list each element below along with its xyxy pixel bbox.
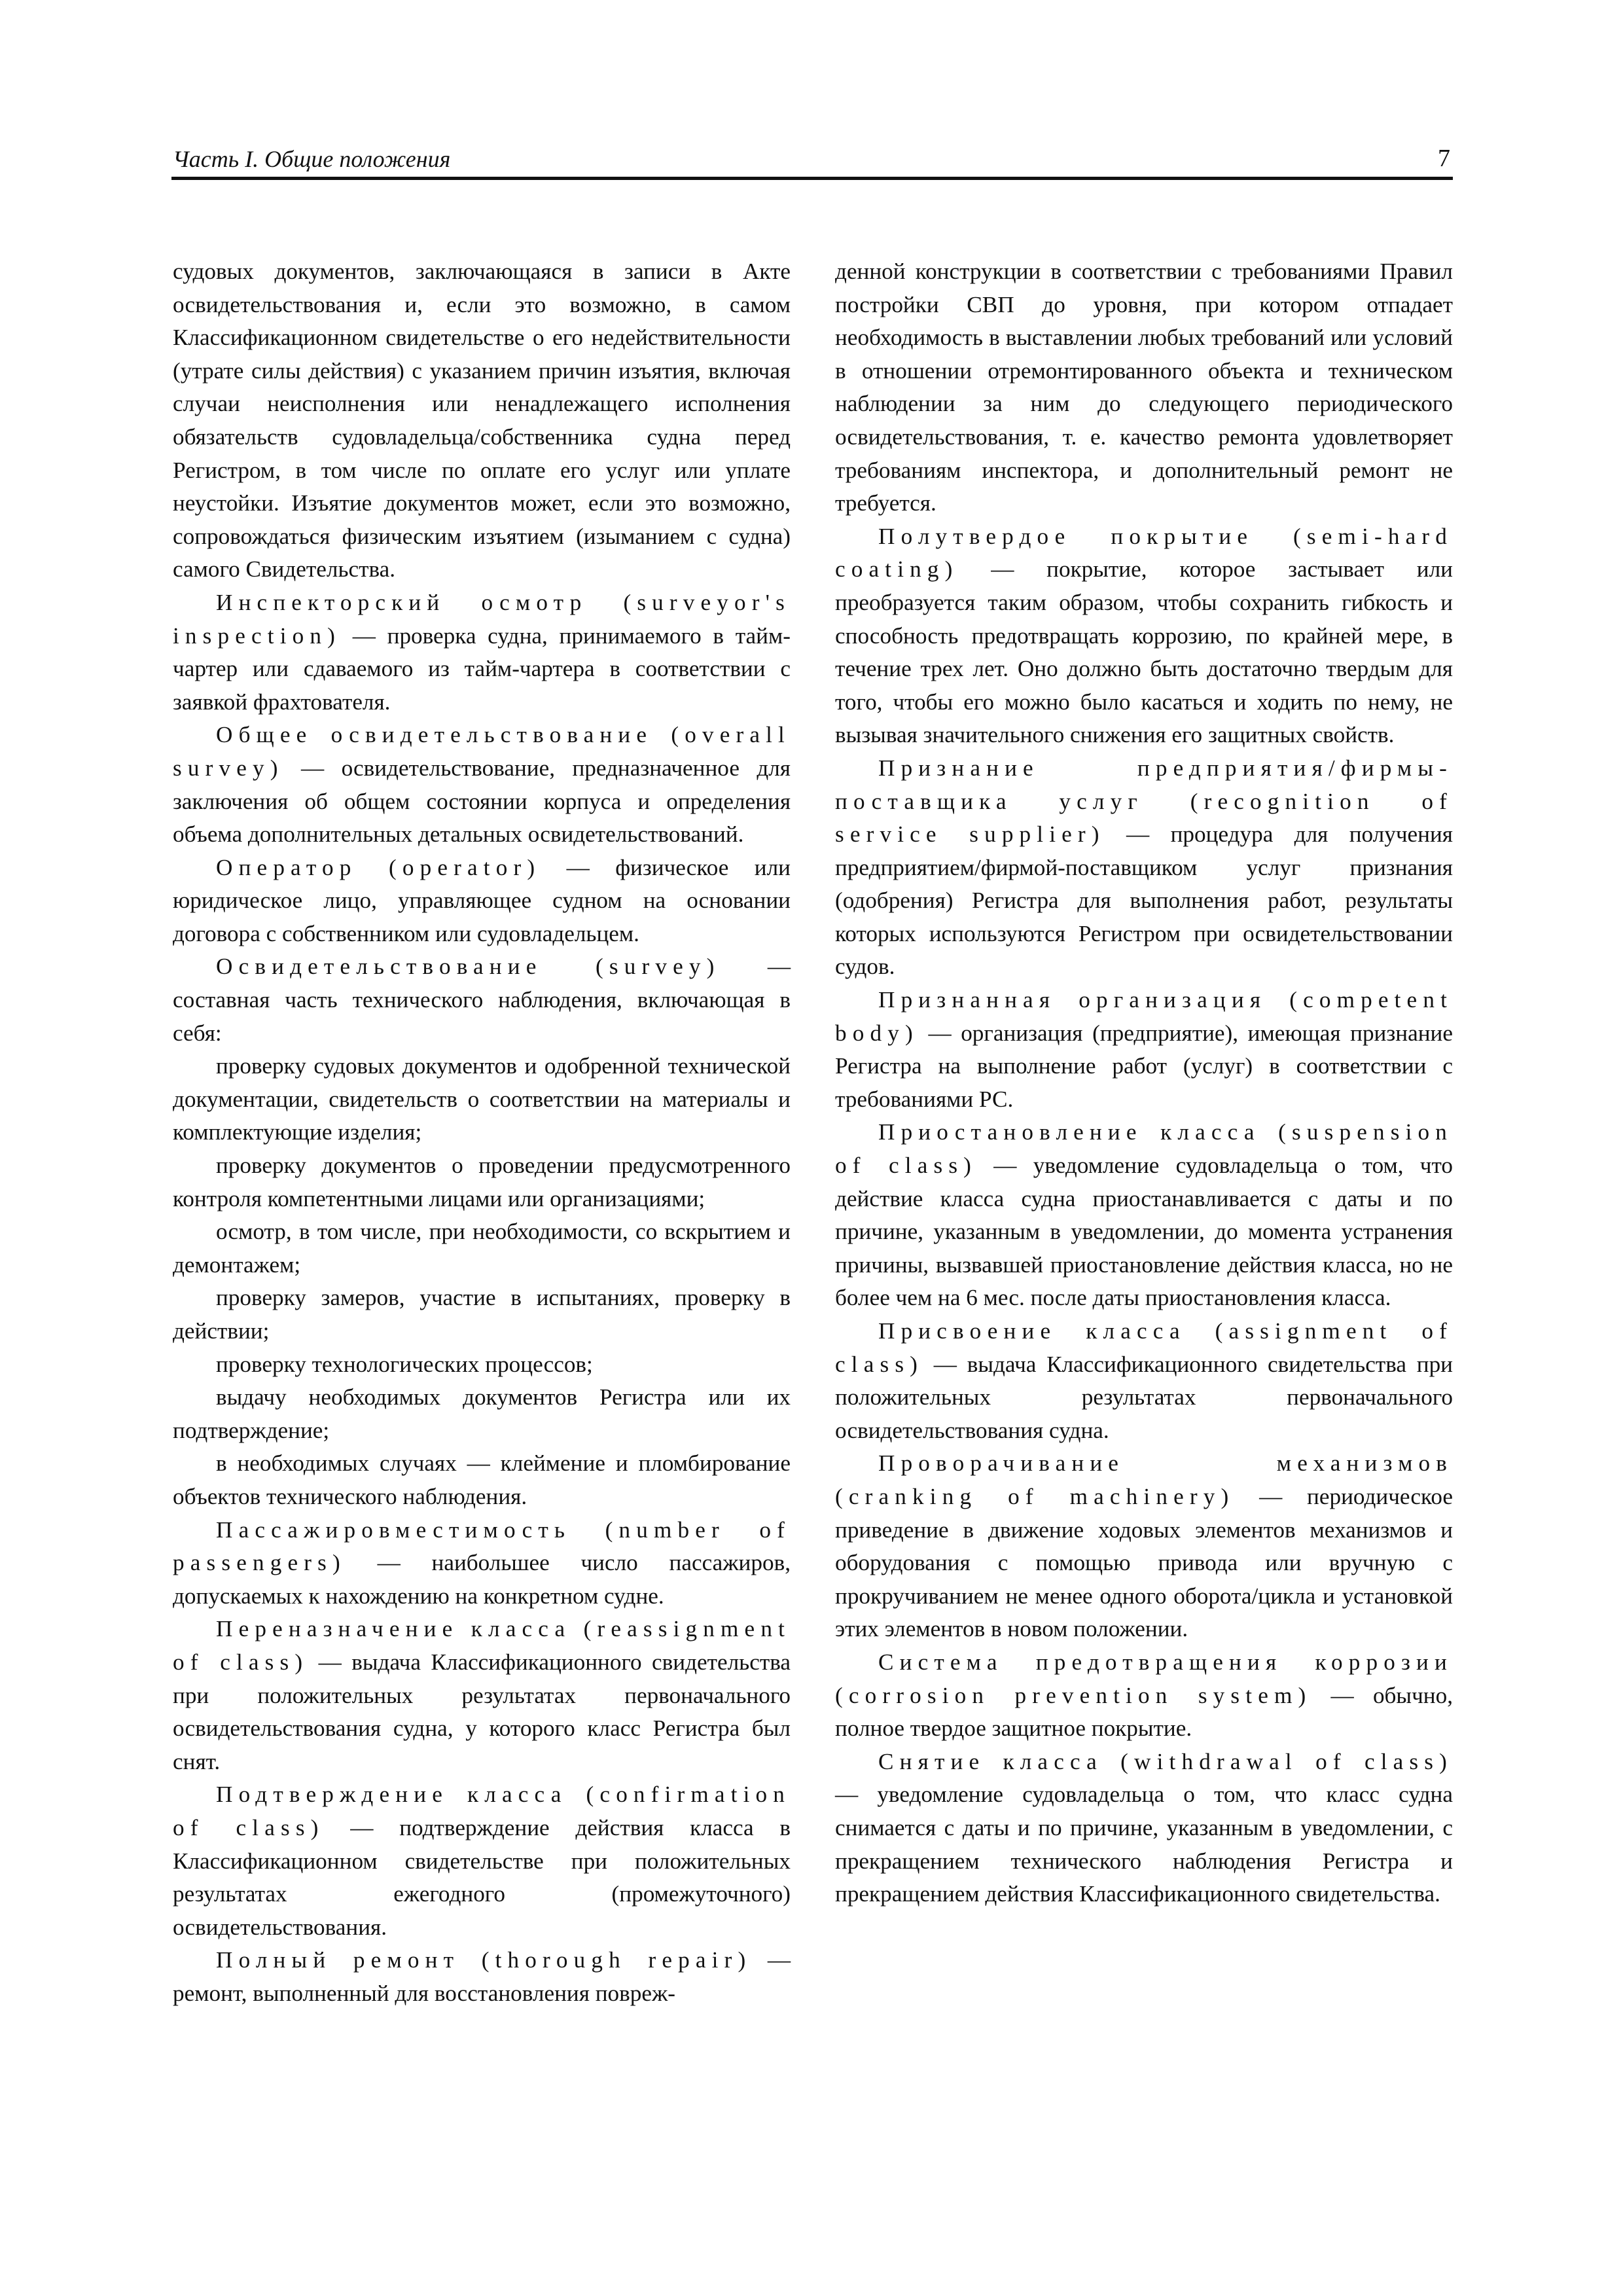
definition-paragraph (173, 1514, 791, 1613)
definition-paragraph (835, 1746, 1453, 1911)
definition-paragraph (835, 520, 1453, 752)
left-column (173, 255, 791, 2010)
definition-text: проверку документов о проведении предусмотренного контроля компетентными лицами или организациями; (173, 1153, 791, 1211)
definition-text: в необходимых случаях — клеймение и пломбирование объектов технического наблюдения. (173, 1450, 791, 1509)
definition-paragraph (173, 586, 791, 719)
definition-paragraph (173, 1944, 791, 2010)
definition-text: осмотр, в том числе, при необходимости, со вскрытием и демонтажем; (173, 1219, 791, 1278)
definition-paragraph (173, 950, 791, 1050)
defined-term: Общее освидетельствование (overall survey) (173, 722, 791, 781)
definition-paragraph (173, 719, 791, 851)
running-header (171, 140, 1453, 180)
definition-text: — проверка судна, принимаемого в тайм-чартер или сдаваемого из тайм-чартера в соответствии с заявкой фрахтователя. (173, 622, 791, 715)
text-paragraph (173, 1215, 791, 1282)
defined-term: Признанная организация (competent body) (835, 987, 1453, 1046)
text-paragraph (173, 255, 791, 586)
definition-paragraph (835, 1646, 1453, 1746)
definition-text: — составная часть технического наблюдения, включающая в себя: (173, 954, 791, 1046)
defined-term: Присвоение класса (assignment of class) (835, 1318, 1453, 1377)
defined-term: Подтверждение класса (confirmation of class) (173, 1782, 791, 1840)
definition-text: — уведомление судовладельца о том, что класс судна снимается с даты и по причине, указанным в уведомлении, с прекращением технического наблюдения Регистра и прекращением действия Классификационного свидетельства. (835, 1782, 1453, 1907)
definition-text: — физическое или юридическое лицо, управляющее судном на основании договора с собственником или судовладельцем. (173, 854, 791, 946)
definition-text: проверку судовых документов и одобренной технической документации, свидетельств о соответствии на материалы и комплектующие изделия; (173, 1053, 791, 1145)
definition-text: судовых документов, заключающаяся в записи в Акте освидетельствования и, если это возможно, в самом Классификационном свидетельстве о его недействительности (утрате силы действия) с указанием причин изъятия, включая случаи неисполнения или ненадлежащего исполнения обязательств судовладельца/собственника судна перед Регистром, в том числе по оплате его услуг или уплате неустойки. Изъятие документов может, если это возможно, сопровождаться физическим изъятием (изыманием с судна) самого Свидетельства. (173, 259, 791, 583)
right-column (835, 255, 1453, 1911)
text-paragraph (173, 1447, 791, 1513)
defined-term: Переназначение класса (reassignment of class) (173, 1616, 791, 1675)
definition-text: — обычно, полное твердое защитное покрытие. (835, 1682, 1453, 1742)
definition-text: — выдача Классификационного свидетельства при положительных результатах первоначального освидетельствования судна, у которого класс Регистра был снят. (173, 1649, 791, 1774)
definition-paragraph (835, 1315, 1453, 1447)
definition-text: денной конструкции в соответствии с требованиями Правил постройки СВП до уровня, при котором отпадает необходимость в выставлении любых требований или условий в отношении отремонтированного объекта и техническом наблюдении за ним до следующего периодического освидетельствования, т. е. качество ремонта удовлетворяет требованиям инспектора, и дополнительный ремонт не требуется. (835, 259, 1453, 516)
definition-text: проверку замеров, участие в испытаниях, проверку в действии; (173, 1285, 791, 1344)
defined-term: Инспекторский осмотр (surveyor's inspection) (173, 589, 791, 649)
defined-term: Пассажировместимость (number of passengers) (173, 1516, 791, 1576)
definition-text: — наибольшее число пассажиров, допускаемых к нахождению на конкретном судне. (173, 1550, 791, 1609)
definition-paragraph (173, 1613, 791, 1778)
section-title: Часть I. Общие положения (173, 146, 451, 172)
text-paragraph (173, 1348, 791, 1382)
defined-term: Оператор (operator) (216, 854, 541, 880)
definition-text: — выдача Классификационного свидетельства при положительных результатах первоначального освидетельствования судна. (835, 1351, 1453, 1443)
defined-term: Приостановление класса (suspension of class) (835, 1119, 1453, 1179)
text-paragraph (173, 1282, 791, 1348)
defined-term: Освидетельствование (survey) (216, 954, 721, 980)
definition-text: проверку технологических процессов; (216, 1351, 593, 1377)
definition-paragraph (173, 1778, 791, 1944)
definition-text: — уведомление судовладельца о том, что действие класса судна приостанавливается с даты и по причине, указанным в уведомлении, до момента устранения причины, вызвавшей приостановление действия класса, но не более чем на 6 мес. после даты приостановления класса. (835, 1153, 1454, 1311)
text-paragraph (173, 1381, 791, 1447)
definition-text: — ремонт, выполненный для восстановления повреж- (173, 1947, 791, 2006)
definition-paragraph (835, 1447, 1453, 1646)
defined-term: Система предотвращения коррозии (corrosion prevention system) (835, 1649, 1453, 1708)
definition-text: — подтверждение действия класса в Классификационном свидетельстве при положительных результатах ежегодного (промежуточного) освидетельствования. (173, 1814, 791, 1940)
definition-paragraph (835, 984, 1453, 1116)
definition-paragraph (835, 1116, 1453, 1315)
defined-term: Полный ремонт (thorough repair) (216, 1947, 752, 1973)
text-paragraph (173, 1050, 791, 1149)
definition-paragraph (835, 752, 1453, 984)
definition-text: — процедура для получения предприятием/фирмой-поставщиком услуг признания (одобрения) Регистра для выполнения работ, результаты которых используются Регистром при освидетельствовании судов. (835, 821, 1453, 980)
definition-text: — организация (предприятие), имеющая признание Регистра на выполнение работ (услуг) в соответствии с требованиями РС. (835, 1020, 1453, 1112)
text-paragraph (835, 255, 1453, 520)
definition-text: — освидетельствование, предназначенное для заключения об общем состоянии корпуса и определения объема дополнительных детальных освидетельствований. (173, 755, 791, 848)
definition-paragraph (173, 852, 791, 951)
definition-text: выдачу необходимых документов Регистра или их подтверждение; (173, 1384, 791, 1443)
text-paragraph (173, 1149, 791, 1215)
defined-term: Снятие класса (withdrawal of class) (878, 1748, 1453, 1774)
definition-text: — покрытие, которое застывает или преобразуется таким образом, чтобы сохранить гибкость и способность предотвращать коррозию, по крайней мере, в течение трех лет. Оно должно быть достаточно твердым для того, чтобы его можно было касаться и ходить по нему, не вызывая значительного снижения его защитных свойств. (835, 556, 1453, 748)
definition-text: — периодическое приведение в движение ходовых элементов механизмов и оборудования с помощью привода или вручную с прокручиванием не менее одного оборота/цикла и установкой этих элементов в новом положении. (835, 1483, 1453, 1642)
defined-term: Полутвердое покрытие (semi-hard coating) (835, 523, 1453, 583)
defined-term: Признание предприятия/фирмы-поставщика услуг (recognition of service supplier) (835, 755, 1453, 848)
page-number: 7 (1438, 145, 1450, 172)
defined-term: Проворачивание механизмов (cranking of machinery) (835, 1450, 1453, 1509)
